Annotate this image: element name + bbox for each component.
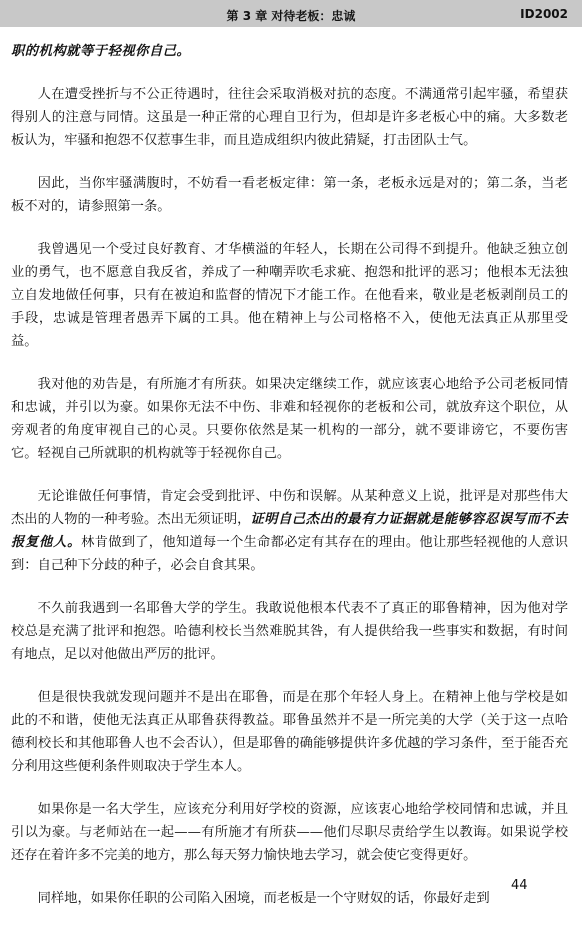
paragraph — [11, 485, 568, 577]
emphasized-text: 职的机构就等于轻视你自己。 — [11, 44, 191, 59]
paragraph-text: 我曾遇见一个受过良好教育、才华横溢的年轻人，长期在公司得不到提升。他缺乏独立创业的勇气，也不愿意自我反省，养成了一种嘲弄吹毛求疵、抱怨和批评的恶习；他根本无法独立自发地做任何事，只有在被迫和监督的情况下才能工作。在他看来，敬业是老板剥削员工的手段，忠诚是管理者愚弄下属的工具。他在精神上与公司格格不入，使他无法真正从那里受益。 — [11, 242, 568, 349]
paragraph-text: 人在遭受挫折与不公正待遇时，往往会采取消极对抗的态度。不满通常引起牢骚，希望获得别人的注意与同情。这虽是一种正常的心理自卫行为，但却是许多老板心中的痛。大多数老板认为，牢骚和抱怨不仅惹事生非，而且造成组织内彼此猜疑，打击团队士气。 — [11, 87, 568, 148]
page-number: 44 — [511, 878, 528, 893]
paragraph-text: 因此，当你牢骚满腹时，不妨看一看老板定律：第一条，老板永远是对的；第二条，当老板不对的，请参照第一条。 — [11, 176, 568, 214]
paragraph-text: 不久前我遇到一名耶鲁大学的学生。我敢说他根本代表不了真正的耶鲁精神，因为他对学校总是充满了批评和抱怨。哈德利校长当然难脱其咎，有人提供给我一些事实和数据，有时间有地点，足以对他做出严厉的批评。 — [11, 601, 568, 662]
document-code: ID2002 — [520, 7, 568, 21]
page-header — [0, 0, 582, 27]
paragraph — [11, 172, 568, 218]
paragraph — [11, 798, 568, 867]
paragraph-text: 无论谁做任何事情，肯定会受到批评、中伤和误解。从某种意义上说，批评是对那些伟大杰出的人物的一种考验。杰出无须证明， — [11, 489, 568, 527]
emphasized-quote: 证明自己杰出的最有力证据就是能够容忍误写而不去报复他人。 — [11, 512, 569, 550]
paragraph-continuation — [11, 40, 568, 63]
paragraph — [11, 597, 568, 666]
paragraph-text: 但是很快我就发现问题并不是出在耶鲁，而是在那个年轻人身上。在精神上他与学校是如此的不和谐，使他无法真正从耶鲁获得教益。耶鲁虽然并不是一所完美的大学（关于这一点哈德利校长和其他耶鲁人也不会否认），但是耶鲁的确能够提供许多优越的学习条件，至于能否充分利用这些便利条件则取决于学生本人。 — [11, 690, 568, 774]
paragraph — [11, 887, 568, 910]
paragraph-text: 林肯做到了，他知道每一个生命都必定有其存在的理由。他让那些轻视他的人意识到：自己种下分歧的种子，必会自食其果。 — [11, 535, 569, 573]
paragraph-text: 我对他的劝告是，有所施才有所获。如果决定继续工作，就应该衷心地给予公司老板同情和忠诚，并引以为豪。如果你无法不中伤、非难和轻视你的老板和公司，就放弃这个职位，从旁观者的角度审视自己的心灵。只要你依然是某一机构的一部分，就不要诽谤它，不要伤害它。轻视自己所就职的机构就等于轻视你自己。 — [11, 377, 568, 461]
paragraph-text: 如果你是一名大学生，应该充分利用好学校的资源，应该衷心地给学校同情和忠诚，并且引以为豪。与老师站在一起——有所施才有所获——他们尽职尽责给学生以教诲。如果说学校还存在着许多不完美的地方，那么每天努力愉快地去学习，就会使它变得更好。 — [11, 802, 568, 863]
paragraph — [11, 373, 568, 465]
paragraph — [11, 686, 568, 778]
chapter-title: 第 3 章 对待老板：忠诚 — [226, 9, 356, 23]
page-body — [11, 40, 568, 930]
paragraph-text: 同样地，如果你任职的公司陷入困境，而老板是一个守财奴的话，你最好走到 — [37, 891, 490, 906]
paragraph — [11, 83, 568, 152]
paragraph — [11, 238, 568, 353]
